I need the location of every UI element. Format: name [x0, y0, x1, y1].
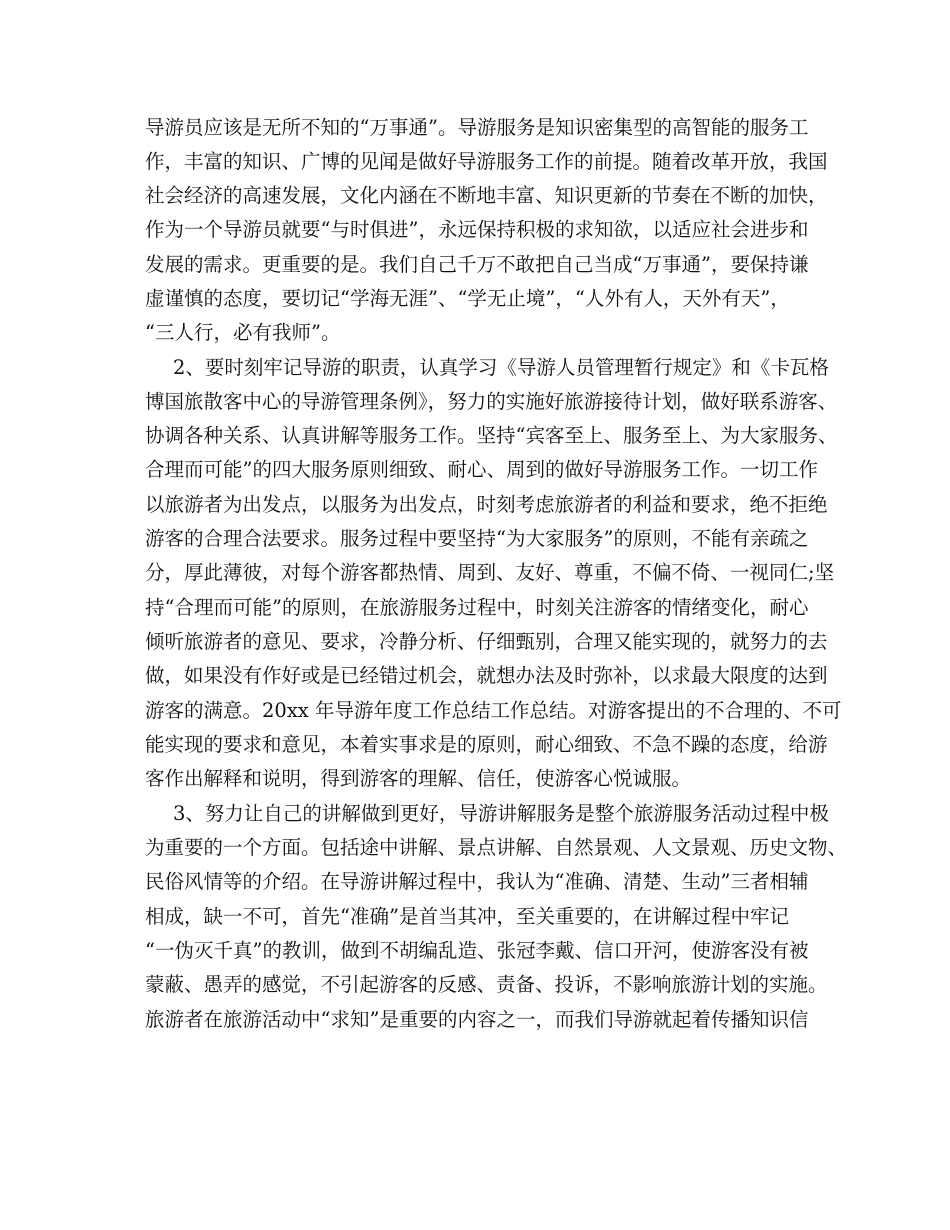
paragraph-3-first-line: 3、努力让自己的讲解做到更好，导游讲解服务是整个旅游服务活动过程中极 — [173, 802, 829, 825]
text-line: 民俗风情等的介绍。在导游讲解过程中，我认为“准确、清楚、生动”三者相辅 — [145, 870, 809, 893]
text-line: 以旅游者为出发点，以服务为出发点，时刻考虑旅游者的利益和要求，绝不拒绝 — [145, 493, 828, 516]
paragraph-2-first-line: 2、要时刻牢记导游的职责，认真学习《导游人员管理暂行规定》和《卡瓦格 — [173, 356, 829, 379]
text-line: 虚谨慎的态度，要切记“学海无涯”、“学无止境”，“人外有人，天外有天”， — [145, 287, 790, 310]
text-line: 导游员应该是无所不知的“万事通”。导游服务是知识密集型的高智能的服务工 — [145, 116, 809, 139]
text-line: 分，厚此薄彼，对每个游客都热情、周到、友好、尊重，不偏不倚、一视同仁;坚 — [145, 561, 835, 584]
text-line: 倾听旅游者的意见、要求，冷静分析、仔细甄别，合理又能实现的，就努力的去 — [145, 630, 828, 653]
text-line: “三人行，必有我师”。 — [145, 321, 341, 344]
text-line: 为重要的一个方面。包括途中讲解、景点讲解、自然景观、人文景观、历史文物、 — [145, 836, 848, 859]
text-line: 游客的合理合法要求。服务过程中要坚持“为大家服务”的原则，不能有亲疏之 — [145, 527, 809, 550]
text-line: 客作出解释和说明，得到游客的理解、信任，使游客心悦诚服。 — [145, 767, 692, 790]
text-line: 蒙蔽、愚弄的感觉，不引起游客的反感、责备、投诉，不影响旅游计划的实施。 — [145, 973, 828, 996]
text-line: 合理而可能”的四大服务原则细致、耐心、周到的做好导游服务工作。一切工作 — [145, 458, 818, 481]
text-line: 做，如果没有作好或是已经错过机会，就想办法及时弥补，以求最大限度的达到 — [145, 664, 828, 687]
text-line: 旅游者在旅游活动中“求知”是重要的内容之一，而我们导游就起着传播知识信 — [145, 1008, 809, 1031]
text-line: “一伪灭千真”的教训，做到不胡编乱造、张冠李戴、信口开河，使游客没有被 — [145, 939, 809, 962]
text-line: 作，丰富的知识、广博的见闻是做好导游服务工作的前提。随着改革开放，我国 — [145, 150, 828, 173]
text-line: 社会经济的高速发展，文化内涵在不断地丰富、知识更新的节奏在不断的加快， — [145, 184, 828, 207]
text-line: 能实现的要求和意见，本着实事求是的原则，耐心细致、不急不躁的态度，给游 — [145, 733, 828, 756]
text-line: 作为一个导游员就要“与时俱进”，永远保持积极的求知欲，以适应社会进步和 — [145, 218, 809, 241]
text-line: 持“合理而可能”的原则，在旅游服务过程中，时刻关注游客的情绪变化，耐心 — [145, 596, 809, 619]
text-line: 博国旅散客中心的导游管理条例》，努力的实施好旅游接待计划，做好联系游客、 — [145, 390, 838, 413]
text-line: 相成，缺一不可，首先“准确”是首当其冲，至关重要的，在讲解过程中牢记 — [145, 905, 789, 928]
text-line: 协调各种关系、认真讲解等服务工作。坚持“宾客至上、服务至上、为大家服务、 — [145, 424, 838, 447]
text-line: 发展的需求。更重要的是。我们自己千万不敢把自己当成“万事通”，要保持谦 — [145, 253, 809, 276]
text-line: 游客的满意。20xx 年导游年度工作总结工作总结。对游客提出的不合理的、不可 — [145, 699, 842, 722]
